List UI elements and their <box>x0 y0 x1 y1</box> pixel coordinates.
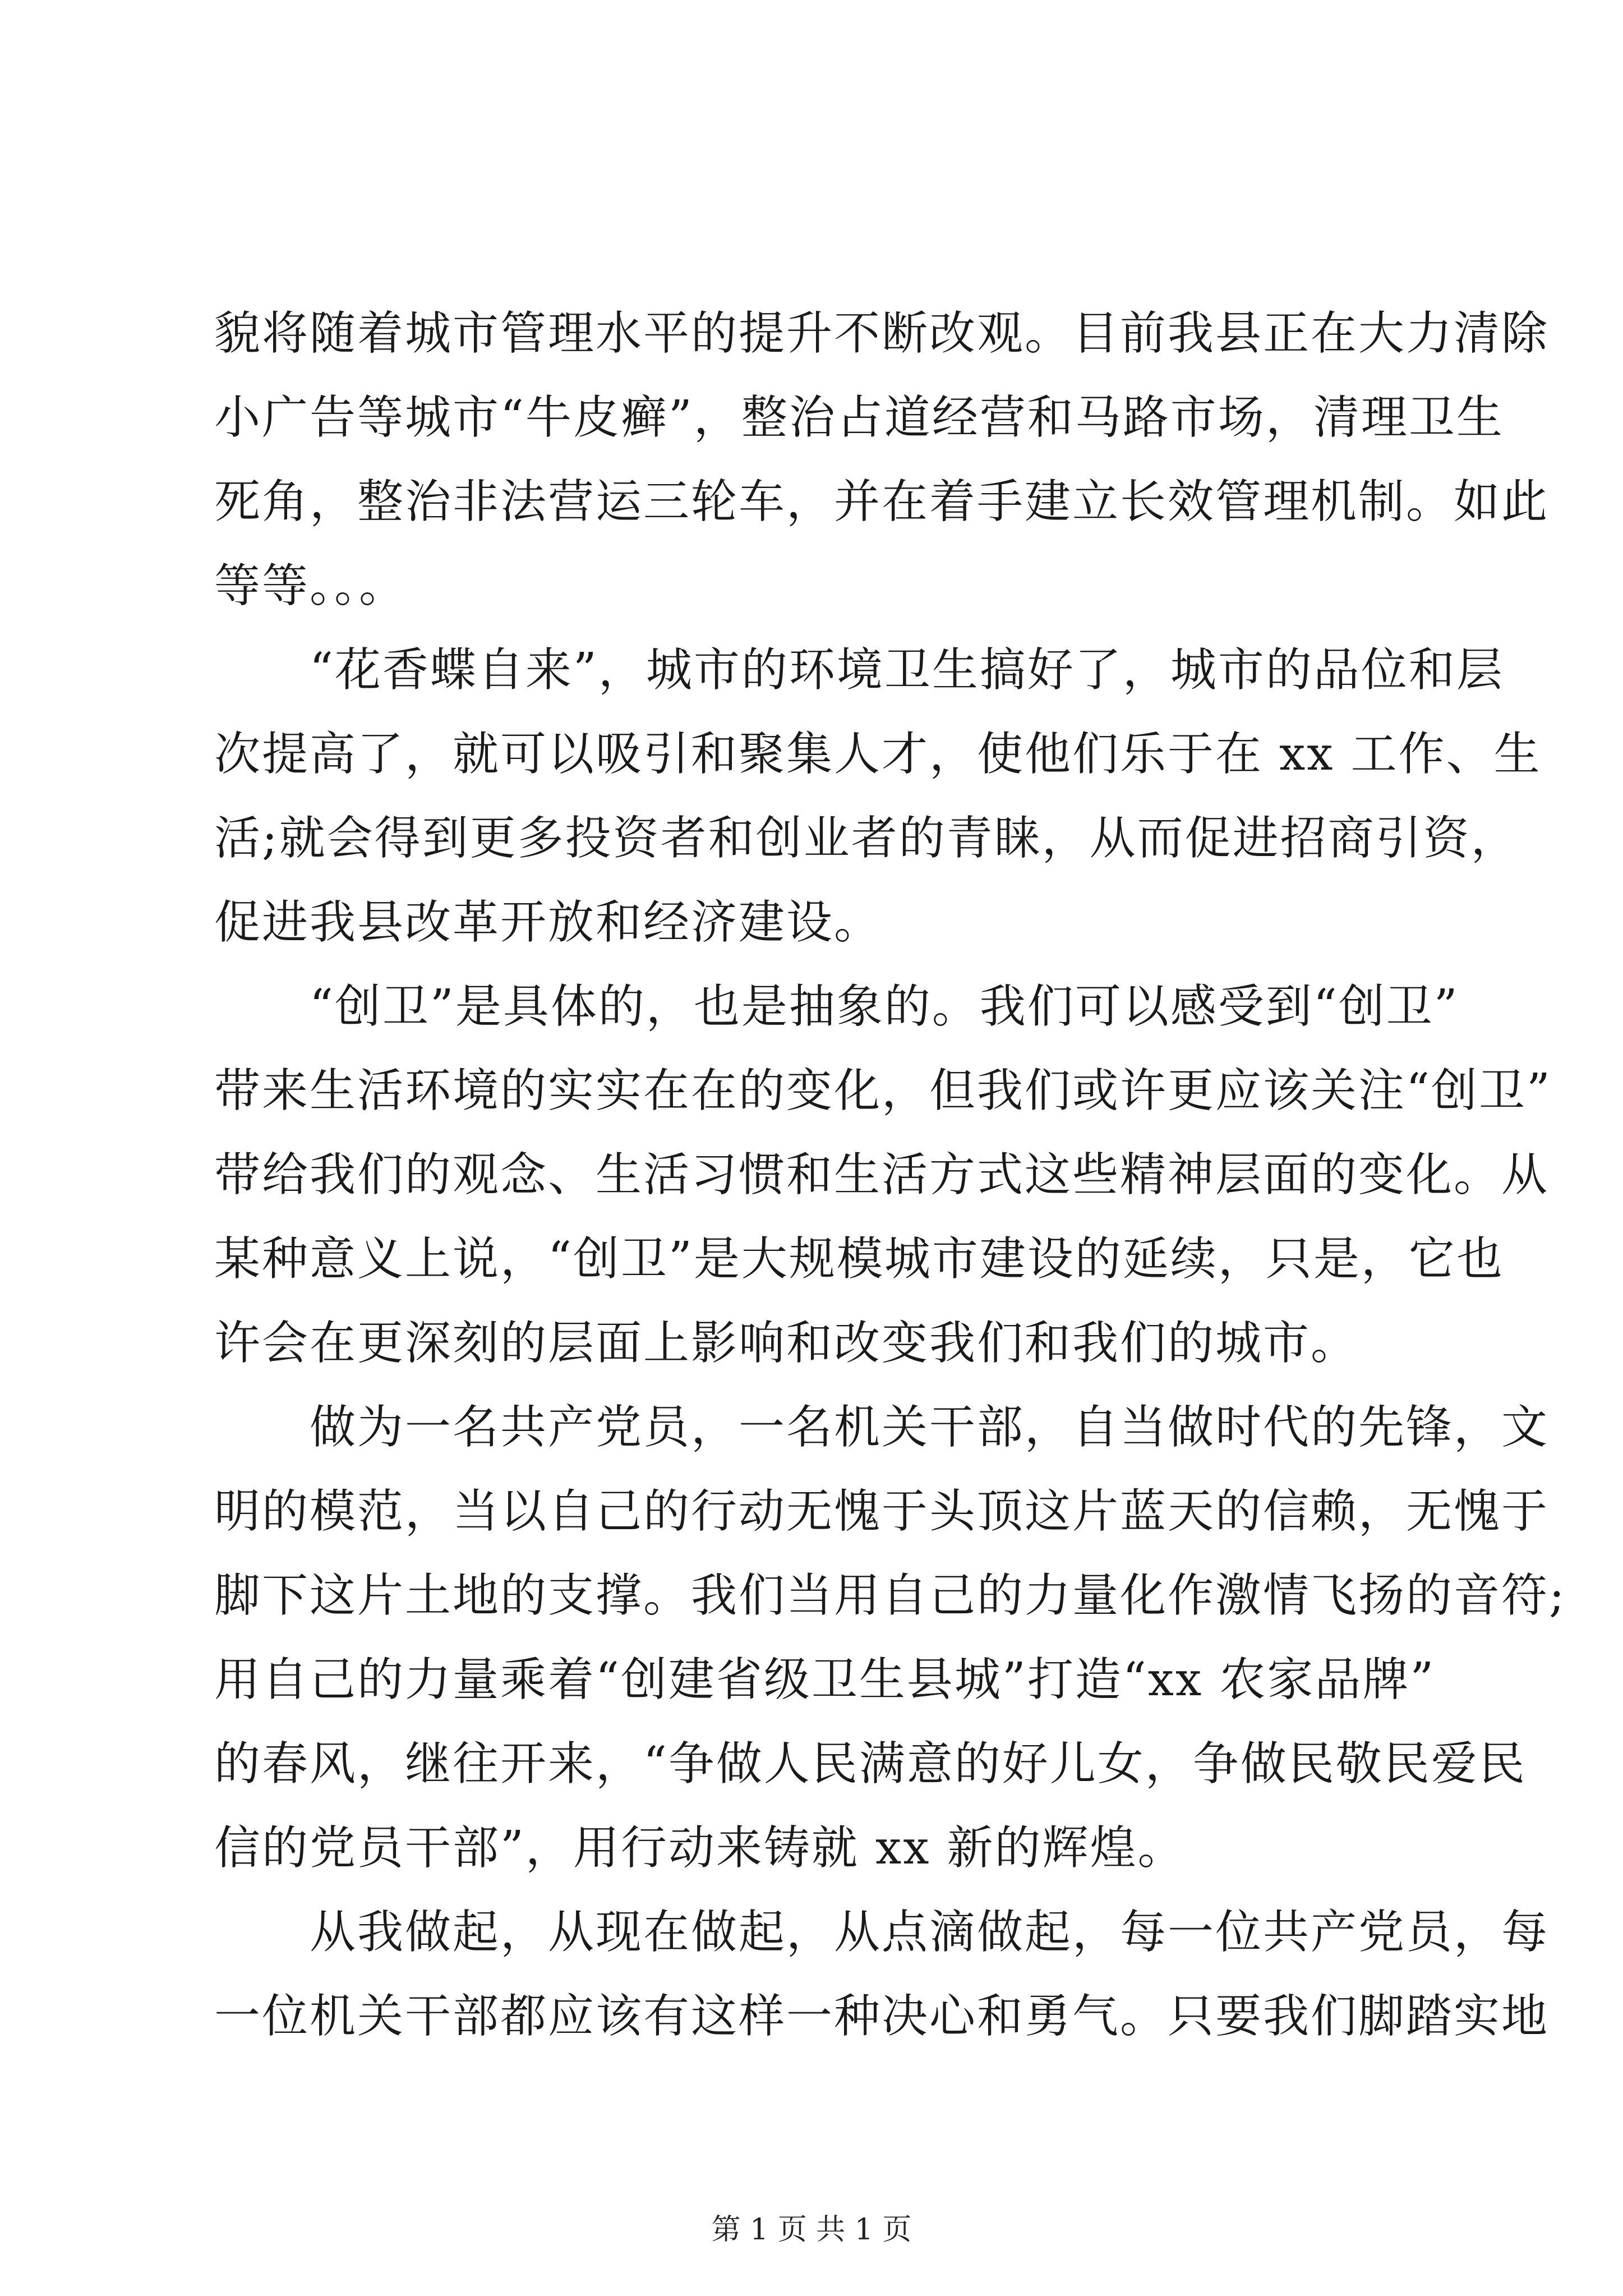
text-line: 某种意义上说，“创卫”是大规模城市建设的延续，只是，它也 <box>214 1232 1504 1286</box>
text-line: 貌将随着城市管理水平的提升不断改观。目前我县正在大力清除 <box>214 307 1550 360</box>
text-line: 促进我县改革开放和经济建设。 <box>214 896 882 949</box>
text-line: 带来生活环境的实实在在的变化，但我们或许更应该关注“创卫” <box>214 1064 1552 1117</box>
text-line: 用自己的力量乘着“创建省级卫生县城”打造“xx 农家品牌” <box>214 1653 1436 1706</box>
text-line: 明的模范，当以自己的行动无愧于头顶这片蓝天的信赖，无愧于 <box>214 1485 1550 1538</box>
paragraph-first-line: “花香蝶自来”，城市的环境卫生搞好了，城市的品位和层 <box>310 643 1504 697</box>
text-line: 等等。。。 <box>214 559 407 613</box>
text-line: 带给我们的观念、生活习惯和生活方式这些精神层面的变化。从 <box>214 1148 1550 1202</box>
text-line: 死角，整治非法营运三轮车，并在着手建立长效管理机制。如此 <box>214 475 1550 528</box>
paragraph-first-line: 做为一名共产党员，一名机关干部，自当做时代的先锋，文 <box>310 1401 1550 1454</box>
page-number-footer: 第 1 页 共 1 页 <box>711 2213 912 2247</box>
text-line: 许会在更深刻的层面上影响和改变我们和我们的城市。 <box>214 1317 1359 1370</box>
text-line: 次提高了，就可以吸引和聚集人才，使他们乐于在 xx 工作、生 <box>214 728 1542 781</box>
text-line: 一位机关干部都应该有这样一种决心和勇气。只要我们脚踏实地 <box>214 1990 1550 2043</box>
text-line: 脚下这片土地的支撑。我们当用自己的力量化作激情飞扬的音符; <box>214 1569 1566 1622</box>
text-line: 活;就会得到更多投资者和创业者的青睐，从而促进招商引资， <box>214 812 1519 865</box>
paragraph-first-line: 从我做起，从现在做起，从点滴做起，每一位共产党员，每 <box>310 1906 1550 1959</box>
text-line: 小广告等城市“牛皮癣”，整治占道经营和马路市场，清理卫生 <box>214 391 1504 444</box>
text-line: 的春风，继往开来，“争做人民满意的好儿女，争做民敬民爱民 <box>214 1737 1527 1791</box>
text-line: 信的党员干部”，用行动来铸就 xx 新的辉煌。 <box>214 1821 1186 1875</box>
paragraph-first-line: “创卫”是具体的，也是抽象的。我们可以感受到“创卫” <box>310 980 1459 1033</box>
